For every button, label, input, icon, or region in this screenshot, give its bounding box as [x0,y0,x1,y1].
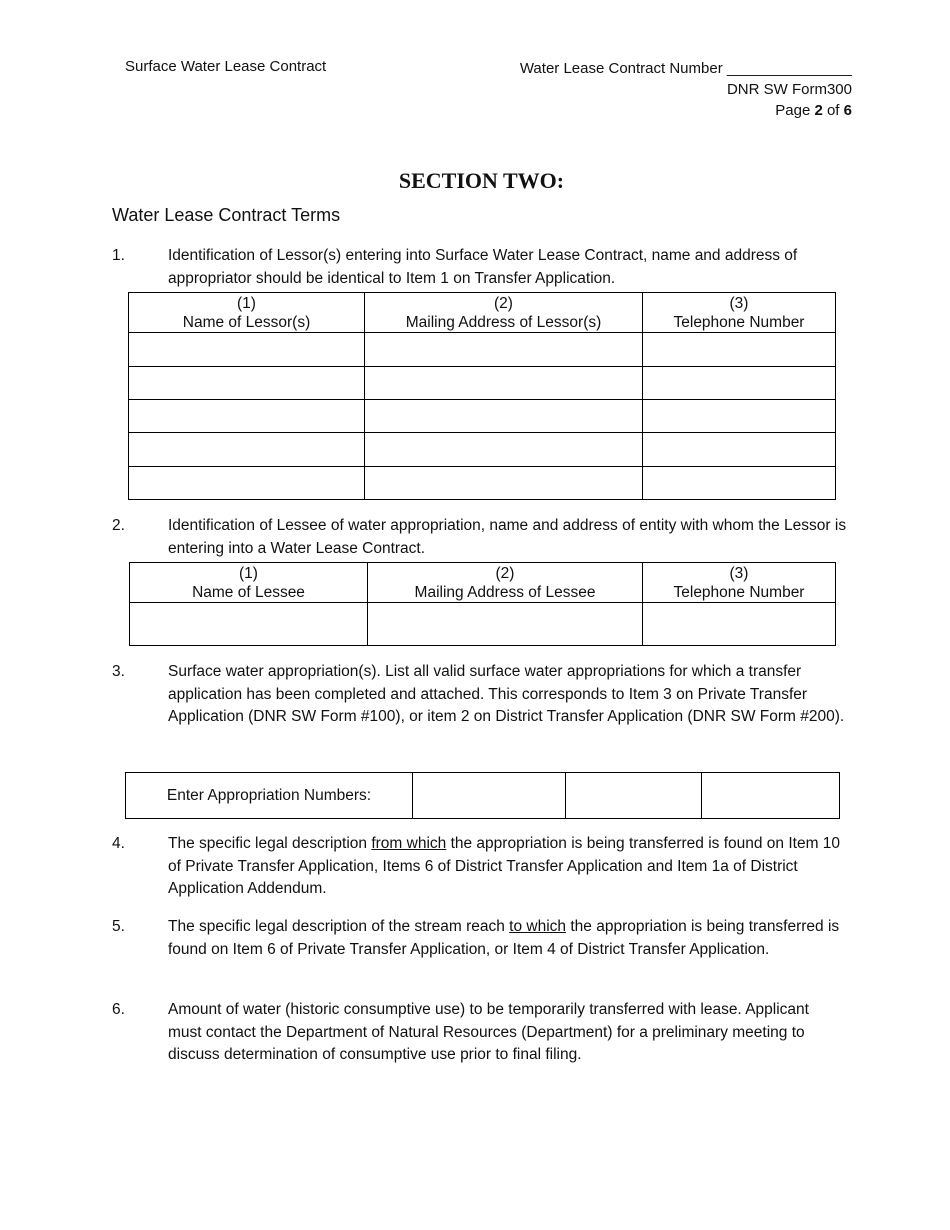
table-row [129,333,836,367]
item-6 [112,999,812,1067]
column-number: (3) [729,294,749,312]
table-row [129,400,836,433]
lessee-table [129,562,836,646]
table-row [126,773,840,819]
page-header-info [520,58,852,121]
lessor-name-field[interactable] [129,333,365,367]
item-number: 5. [112,918,125,935]
section-title: SECTION TWO: [398,168,565,193]
item-text: Amount of water (historic consumptive use) to be temporarily transferred with lease. Applicant must contact the Department of Natural Resources (Department) for a preliminary meeting to discuss determination of consumptive use prior to final filing. [168,1001,809,1063]
lessor-address-field[interactable] [365,400,643,433]
item-number: 1. [112,247,125,264]
column-label: Telephone Number [673,313,805,331]
column-label: Name of Lessor(s) [182,313,311,331]
column-label: Name of Lessee [192,583,305,601]
item-text [168,833,857,901]
column-header-lessor-address [365,293,643,333]
item-number: 3. [112,663,125,680]
lessor-table [128,292,836,500]
page-prefix: Page [775,102,815,119]
column-number: (2) [494,294,513,312]
lessor-address-field[interactable] [365,433,643,467]
lessor-name-field[interactable] [129,400,365,433]
lessor-address-field[interactable] [365,467,643,500]
item-1 [112,245,852,290]
table-header-row [129,293,836,333]
item-4 [112,833,857,901]
column-header-lessor-phone [643,293,836,333]
column-number: (3) [729,564,749,582]
underlined-phrase: from which [371,835,447,852]
column-header-lessee-name [130,563,368,603]
column-number: (1) [237,294,256,312]
page-of: of [822,102,844,119]
item-text-part: The specific legal description of the stream reach [168,918,510,935]
lessor-name-field[interactable] [129,467,365,500]
page-indicator [520,100,852,121]
lessor-phone-field[interactable] [643,433,836,467]
item-text [168,916,857,961]
underlined-phrase: to which [509,918,567,935]
item-3 [112,661,857,729]
page-current: 2 [814,102,823,119]
item-text: Identification of Lessee of water appropriation, name and address of entity with whom the Lessor is entering into a Water Lease Contract. [168,517,847,557]
contract-number-label: Water Lease Contract Number _______________ [519,60,852,77]
section-subtitle: Water Lease Contract Terms [112,205,341,225]
lessor-phone-field[interactable] [643,333,836,367]
column-header-lessee-phone [643,563,836,603]
lessor-address-field[interactable] [365,367,643,400]
lessor-name-field[interactable] [129,433,365,467]
column-number: (1) [239,564,258,582]
column-label: Mailing Address of Lessee [414,583,596,601]
item-5 [112,916,857,961]
column-label: Mailing Address of Lessor(s) [405,313,602,331]
table-row [129,433,836,467]
column-number: (2) [495,564,515,582]
lessor-address-field[interactable] [365,333,643,367]
form-id: DNR SW Form300 [726,81,852,98]
column-header-lessee-address [368,563,643,603]
lessee-name-field[interactable] [130,603,368,646]
lessee-phone-field[interactable] [643,603,836,646]
document-title: Surface Water Lease Contract [125,58,327,75]
lessor-phone-field[interactable] [643,400,836,433]
appropriation-number-field[interactable] [702,773,840,819]
item-number: 6. [112,1001,125,1018]
column-label: Telephone Number [673,583,805,601]
appropriation-number-field[interactable] [566,773,702,819]
item-number: 2. [112,517,125,534]
column-header-lessor-name [129,293,365,333]
item-text: Identification of Lessor(s) entering into Surface Water Lease Contract, name and address of appropriator should be identical to Item 1 on Transfer Application. [168,247,798,287]
table-header-row [130,563,836,603]
lessor-phone-field[interactable] [643,467,836,500]
table-row [129,467,836,500]
item-text-part: the appropriation is being transferred is found on Item 6 of Private Transfer Application, or Item 4 of District Transfer Application. [168,918,840,958]
appropriation-number-field[interactable] [413,773,566,819]
lessor-phone-field[interactable] [643,367,836,400]
item-text: Surface water appropriation(s). List all valid surface water appropriations for which a transfer application has been completed and attached. This corresponds to Item 3 on Private Transfer Application (DNR SW Form #100), or item 2 on District Transfer Application (DNR SW Form #200). [168,663,845,725]
item-text-part: The specific legal description [168,835,372,852]
lessee-address-field[interactable] [368,603,643,646]
appropriation-numbers-table [125,772,840,819]
table-row [130,603,836,646]
lessor-name-field[interactable] [129,367,365,400]
item-text-part: the appropriation is being transferred is found on Item 10 of Private Transfer Application, Items 6 of District Transfer Application and Item 1a of District Application Addendum. [168,835,841,897]
page-total: 6 [843,102,852,119]
item-number: 4. [112,835,125,852]
appropriation-numbers-label: Enter Appropriation Numbers: [126,773,413,819]
table-row [129,367,836,400]
item-2 [112,515,852,560]
